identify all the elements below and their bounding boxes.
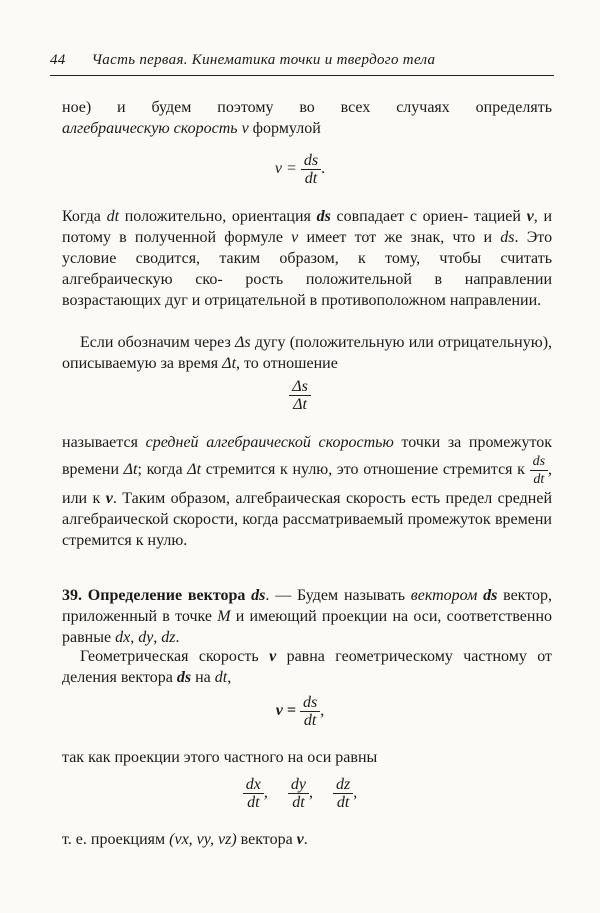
running-header xyxy=(50,52,554,76)
formula-velocity: v = $\frac{ds}{dt}$ . xyxy=(274,152,326,187)
section-39: 39. Определение вектора ds. — Будем называть вектором ds вектор, приложенный в точке M и имеющий проекции на оси, соответственно равные dx, dy, dz. xyxy=(62,587,553,646)
formula-vector-velocity: v = $\frac{ds}{dt}$ , xyxy=(275,694,325,729)
formula-ratio: $\frac{\Delta s}{\Delta t}$ xyxy=(0,378,600,413)
p1-line2: алгебраическую скорость v формулой xyxy=(62,120,321,137)
formula-projections: $\frac{dx}{dt}$ , $\frac{dy}{dt}$ , $\frac{dz}{dt}$ , xyxy=(0,776,600,811)
paragraph-7: т. е. проекциям (vx, vy, vz) вектора v. xyxy=(62,831,308,848)
page-number: 44 xyxy=(50,52,66,68)
header-title: Часть первая. Кинематика точки и твердого тела xyxy=(91,52,436,68)
paragraph-1 xyxy=(62,97,552,139)
paragraph-6: так как проекции этого частного на оси равны xyxy=(62,749,378,766)
paragraph-5: Геометрическая скорость v равна геометрическому частному от деления вектора ds на dt, xyxy=(62,648,553,686)
paragraph-3: Если обозначим через Δs дугу (положительную или отрицательную), описываемую за время Δt, то отношение xyxy=(62,334,553,372)
paragraph-4: называется средней алгебраической скоростью точки за промежуток времени Δt; когда Δt стремится к нулю, это отношение стремится к $\frac{ds}{dt}$ , или к v. Таким образом, алгебраическая скорость есть предел средней алгебраической скорости, когда рассматриваемый промежуток времени стремится к нулю. xyxy=(62,434,553,549)
paragraph-2: Когда dt положительно, ориентация ds совпадает с ориен- тацией v, и потому в полученной формуле v имеет тот же знак, что и ds. Это условие сводится, таким образом, к тому, чтобы считать алгебраическую ско- рость положительной в направлении возрастающих дуг и отрицательной в противоположном направлении. xyxy=(62,208,553,309)
p1-line1: ное) и будем поэтому во всех случаях определять xyxy=(62,99,552,116)
